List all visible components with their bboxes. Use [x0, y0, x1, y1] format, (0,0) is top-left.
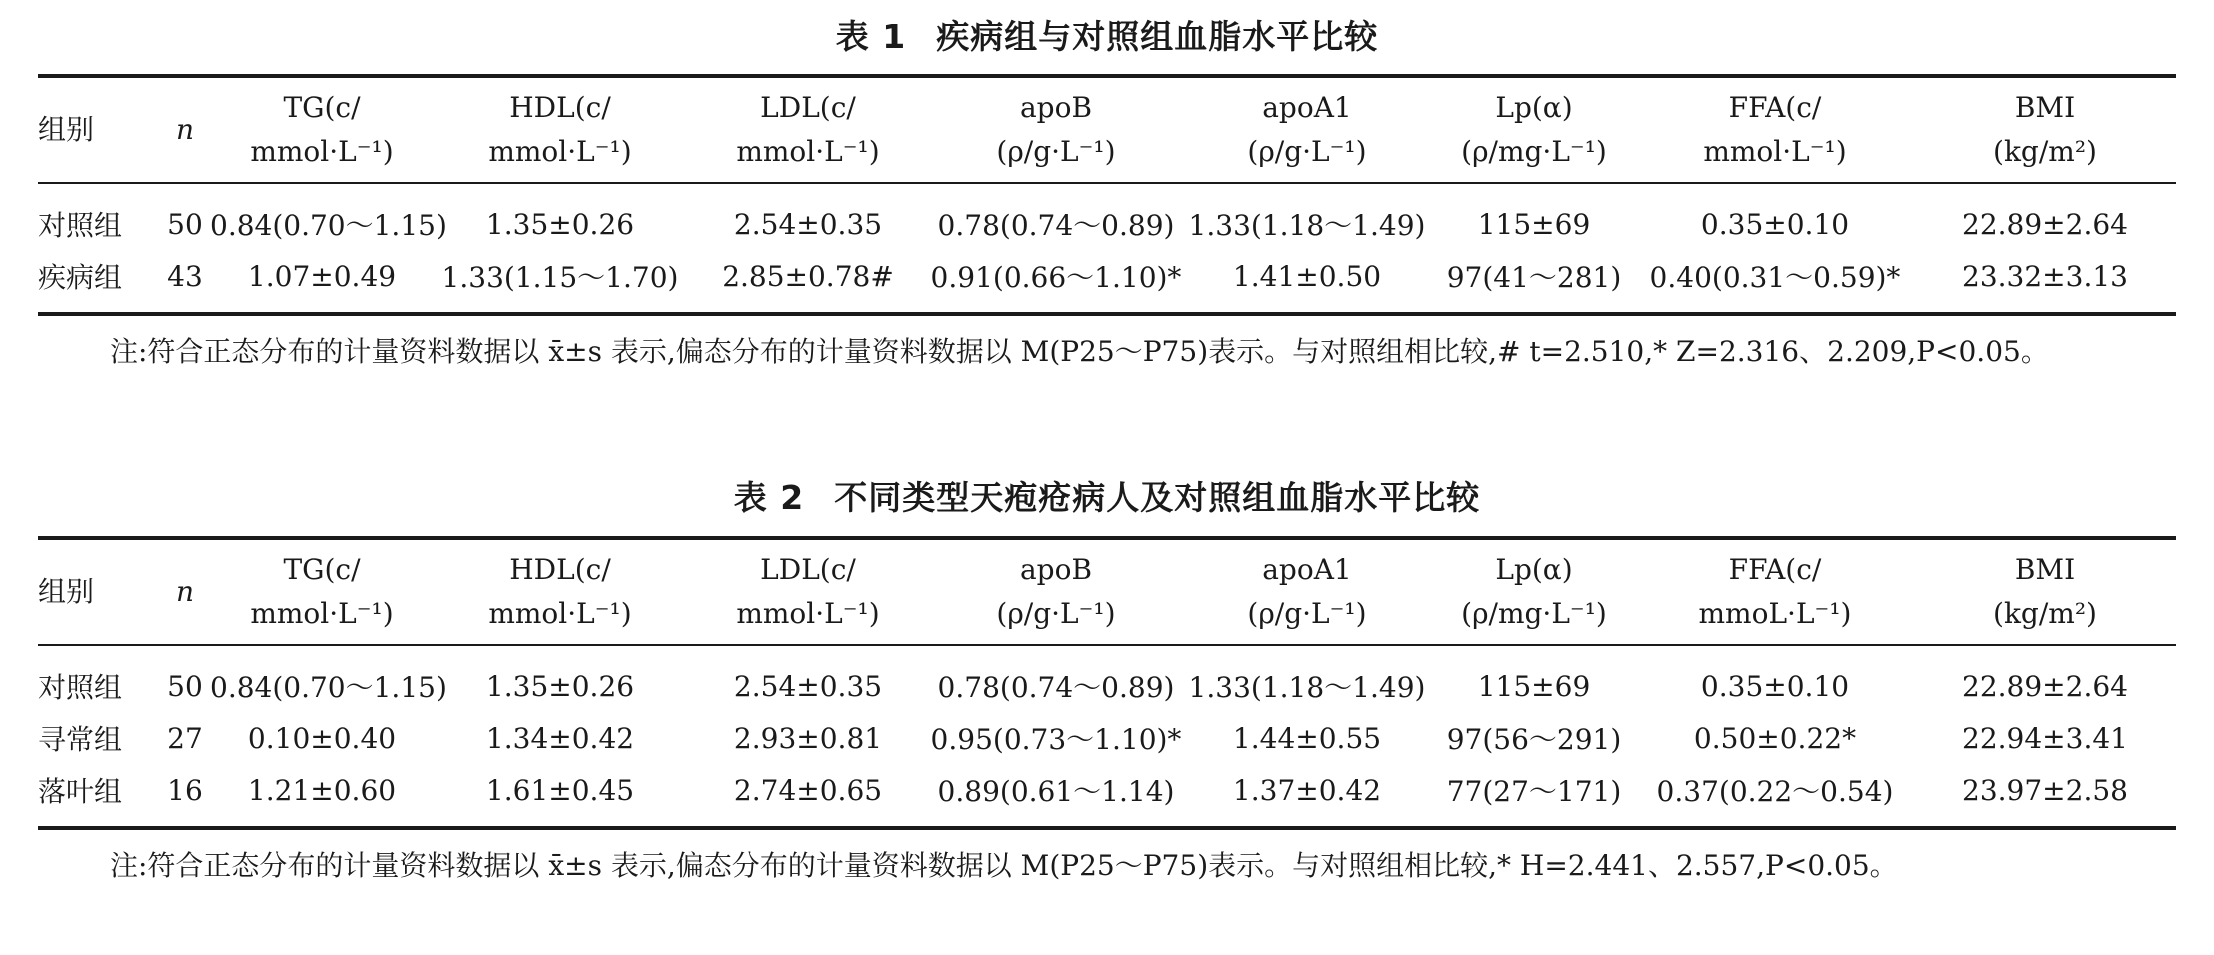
cell-ffa: 0.40(0.31～0.59)*	[1649, 261, 1901, 294]
cell-group: 对照组	[38, 671, 123, 704]
cell-tg: 0.10±0.40	[247, 721, 397, 755]
cell-lpa: 97(56～291)	[1446, 723, 1622, 756]
cell-apob: 0.78(0.74～0.89)	[937, 671, 1175, 704]
table-1-number: 表 1	[835, 17, 907, 56]
cell-tg: 0.84(0.70～1.15)	[210, 671, 447, 704]
header-n: n	[175, 575, 195, 608]
table-row	[38, 645, 2176, 712]
cell-apob: 0.78(0.74～0.89)	[937, 209, 1175, 242]
cell-bmi: 22.89±2.64	[1962, 207, 2128, 241]
header-group: 组别	[38, 575, 95, 608]
cell-ffa: 0.37(0.22～0.54)	[1656, 775, 1894, 808]
cell-apob: 0.95(0.73～1.10)*	[930, 723, 1182, 756]
cell-apoa1: 1.33(1.18～1.49)	[1188, 209, 1426, 242]
header-apob: apoB (ρ/g·L⁻¹)	[996, 553, 1116, 630]
cell-bmi: 22.89±2.64	[1962, 669, 2128, 703]
table-row	[38, 250, 2176, 314]
cell-ldl: 2.85±0.78#	[722, 259, 894, 293]
cell-n: 50	[167, 669, 203, 703]
table-row	[38, 764, 2176, 828]
cell-lpa: 115±69	[1477, 207, 1591, 241]
header-lpa: Lp(α) (ρ/mg·L⁻¹)	[1461, 91, 1607, 168]
table-2-caption	[38, 459, 2176, 536]
cell-hdl: 1.35±0.26	[485, 207, 635, 241]
header-hdl: HDL(c/ mmol·L⁻¹)	[488, 553, 632, 630]
cell-ldl: 2.93±0.81	[733, 721, 883, 755]
cell-ldl: 2.54±0.35	[733, 669, 883, 703]
table-1-grid	[38, 74, 2176, 316]
cell-ldl: 2.54±0.35	[733, 207, 883, 241]
cell-apoa1: 1.33(1.18～1.49)	[1188, 671, 1426, 704]
cell-group: 对照组	[38, 209, 123, 242]
header-ffa: FFA(c/ mmol·L⁻¹)	[1703, 91, 1847, 168]
table-1-title: 疾病组与对照组血脂水平比较	[936, 17, 1379, 56]
table-1-note: 注:符合正态分布的计量资料数据以 x̄±s 表示,偏态分布的计量资料数据以 M(P25～P75)表示。与对照组相比较,# t=2.510,* Z=2.316、2.209,P<0.05。	[110, 335, 2049, 368]
header-tg: TG(c/ mmol·L⁻¹)	[250, 553, 394, 630]
header-apoa1: apoA1 (ρ/g·L⁻¹)	[1247, 91, 1367, 168]
cell-ffa: 0.35±0.10	[1700, 207, 1850, 241]
cell-bmi: 23.32±3.13	[1962, 259, 2128, 293]
cell-apob: 0.91(0.66～1.10)*	[930, 261, 1182, 294]
header-ldl: LDL(c/ mmol·L⁻¹)	[736, 91, 880, 168]
table-2-title: 不同类型天疱疮病人及对照组血脂水平比较	[834, 478, 1481, 517]
cell-n: 27	[167, 721, 203, 755]
header-group: 组别	[38, 113, 95, 146]
table-row	[38, 712, 2176, 764]
table-2-number: 表 2	[733, 478, 805, 517]
header-hdl: HDL(c/ mmol·L⁻¹)	[488, 91, 632, 168]
cell-n: 43	[167, 259, 203, 293]
header-lpa: Lp(α) (ρ/mg·L⁻¹)	[1461, 553, 1607, 630]
cell-bmi: 23.97±2.58	[1962, 773, 2128, 807]
table-1	[38, 0, 2176, 406]
cell-tg: 0.84(0.70～1.15)	[210, 209, 447, 242]
header-ffa: FFA(c/ mmoL·L⁻¹)	[1698, 553, 1852, 630]
cell-n: 16	[167, 773, 203, 807]
cell-group: 寻常组	[38, 723, 123, 756]
cell-hdl: 1.34±0.42	[485, 721, 635, 755]
cell-apoa1: 1.41±0.50	[1232, 259, 1382, 293]
cell-hdl: 1.33(1.15～1.70)	[441, 261, 679, 294]
cell-tg: 1.07±0.49	[247, 259, 397, 293]
cell-group: 疾病组	[38, 261, 123, 294]
cell-lpa: 97(41～281)	[1446, 261, 1622, 294]
cell-tg: 1.21±0.60	[247, 773, 397, 807]
cell-ffa: 0.50±0.22*	[1693, 721, 1857, 755]
cell-lpa: 115±69	[1477, 669, 1591, 703]
cell-n: 50	[167, 207, 203, 241]
cell-apoa1: 1.44±0.55	[1232, 721, 1382, 755]
header-row	[38, 76, 2176, 183]
header-bmi: BMI (kg/m²)	[1993, 553, 2097, 630]
table-2-grid	[38, 536, 2176, 830]
cell-ldl: 2.74±0.65	[733, 773, 883, 807]
header-apob: apoB (ρ/g·L⁻¹)	[996, 91, 1116, 168]
cell-lpa: 77(27～171)	[1446, 775, 1622, 808]
cell-bmi: 22.94±3.41	[1962, 721, 2128, 755]
header-tg: TG(c/ mmol·L⁻¹)	[250, 91, 394, 168]
table-2-note: 注:符合正态分布的计量资料数据以 x̄±s 表示,偏态分布的计量资料数据以 M(P25～P75)表示。与对照组相比较,* H=2.441、2.557,P<0.05。	[110, 849, 1898, 882]
header-n: n	[175, 113, 195, 146]
cell-ffa: 0.35±0.10	[1700, 669, 1850, 703]
header-apoa1: apoA1 (ρ/g·L⁻¹)	[1247, 553, 1367, 630]
cell-apoa1: 1.37±0.42	[1232, 773, 1382, 807]
table-2	[38, 459, 2176, 920]
cell-hdl: 1.61±0.45	[485, 773, 635, 807]
header-row	[38, 538, 2176, 645]
table-1-caption	[38, 0, 2176, 74]
header-ldl: LDL(c/ mmol·L⁻¹)	[736, 553, 880, 630]
table-row	[38, 183, 2176, 250]
cell-hdl: 1.35±0.26	[485, 669, 635, 703]
header-bmi: BMI (kg/m²)	[1993, 91, 2097, 168]
cell-group: 落叶组	[38, 775, 123, 808]
cell-apob: 0.89(0.61～1.14)	[937, 775, 1175, 808]
